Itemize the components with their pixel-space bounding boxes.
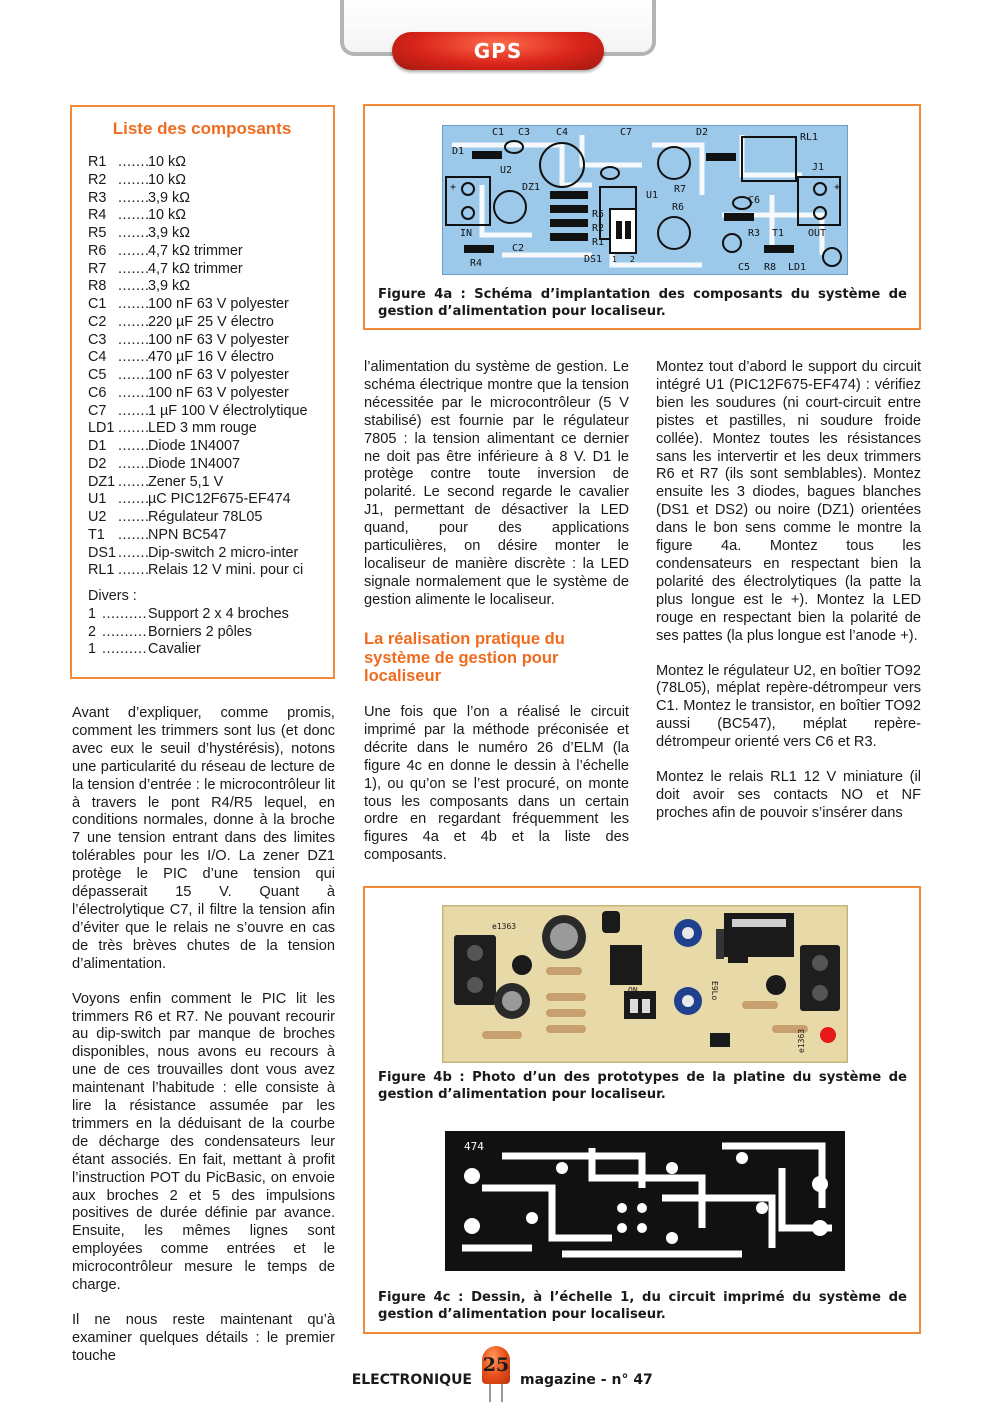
parts-list-row <box>88 172 328 190</box>
board-mark: E9Lo <box>710 981 719 1001</box>
part-ref: R2 ..... <box>88 172 148 190</box>
paragraph: Montez tout d’abord le support du circuit intégré U1 (PIC12F675-EF474) : vérifiez bien les soudures (ni court-circuit entre pistes et pastilles, ni soudure froide collée). Montez toutes les résistances sans les intervertir et les deux trimmers R6 et R7 (ils sont semblables). Montez ensuite les 3 diodes, bagues blanches (DS1 et DS2) ou noire (DZ1) orientées dans le bon sens comme le montre la figure 4a. Montez tous les condensateurs en respectant bien la polarité des électrolytiques (la patte la plus longue est le +). Montez la LED rouge en respectant bien la polarité de ses pattes (la plus longue est l’anode +). <box>656 359 921 644</box>
parts-list-row <box>88 474 328 492</box>
pcb-label-c7: C7 <box>620 127 633 138</box>
parts-list-row <box>88 332 328 350</box>
part-value: Régulateur 78L05 <box>148 509 263 525</box>
part-ref: C6 ..... <box>88 385 148 403</box>
pcb-label-r5: R5 <box>592 209 605 220</box>
pcb-label-r4: R4 <box>470 258 483 269</box>
middle-column-text-bottom <box>364 704 629 882</box>
misc-value: Borniers 2 pôles <box>148 623 252 640</box>
paragraph: Montez le relais RL1 12 V miniature (il doit avoir ses contacts NO et NF proches afin de pouvoir s’insérer dans <box>656 769 921 821</box>
misc-qty: 1 ..... <box>88 606 148 624</box>
parts-list-row <box>88 207 328 225</box>
parts-list-row <box>88 545 328 563</box>
right-column-text <box>656 359 921 840</box>
parts-list-row <box>88 190 328 208</box>
pcb-label-ds1-pin2: 2 <box>630 255 635 264</box>
page-number-led: 25 <box>482 1346 510 1384</box>
board-mark: e1363 <box>797 1028 806 1053</box>
pcb-label-ds1-pin1: 1 <box>612 255 617 264</box>
part-value: 4,7 kΩ trimmer <box>148 260 243 277</box>
part-ref: C4 ..... <box>88 349 148 367</box>
parts-list-row <box>88 403 328 421</box>
parts-list-row <box>88 438 328 456</box>
middle-column-text-top <box>364 359 629 627</box>
figure-4b-caption: Figure 4b : Photo d’un des prototypes de la platine du système de gestion d’alimentation pour localiseur. <box>378 1070 907 1102</box>
part-value: 220 µF 25 V électro <box>148 313 274 330</box>
part-value: 10 kΩ <box>148 207 186 224</box>
parts-list-row <box>88 349 328 367</box>
part-ref: R1 ..... <box>88 154 148 172</box>
part-value: Diode 1N4007 <box>148 455 241 472</box>
pcb-label-c6: C6 <box>748 195 761 206</box>
parts-list-row <box>88 225 328 243</box>
part-ref: DZ1 ..... <box>88 474 148 492</box>
pcb-label-dz1: DZ1 <box>522 182 541 193</box>
part-ref: R7 ..... <box>88 261 148 279</box>
part-value: Diode 1N4007 <box>148 438 241 454</box>
board-mark: ON <box>628 986 638 995</box>
part-ref: DS1 ..... <box>88 545 148 563</box>
parts-list-row <box>88 562 328 580</box>
pcb-label-ld1: LD1 <box>788 262 807 273</box>
pcb-label-in: IN <box>460 228 473 239</box>
parts-list-row <box>88 385 328 403</box>
misc-list-row <box>88 624 328 642</box>
parts-list-row <box>88 527 328 545</box>
part-value: 10 kΩ <box>148 154 186 170</box>
parts-list-row <box>88 420 328 438</box>
part-value: LED 3 mm rouge <box>148 420 257 437</box>
section-heading: La réalisation pratique du système de gestion pour localiseur <box>364 630 565 685</box>
part-ref: R3 ..... <box>88 190 148 208</box>
part-ref: C5 ..... <box>88 367 148 385</box>
pcb-label-c2: C2 <box>512 243 525 254</box>
part-ref: R8 ..... <box>88 278 148 296</box>
part-ref: R6 ..... <box>88 243 148 261</box>
part-value: 470 µF 16 V électro <box>148 349 274 366</box>
pcb-label-u2: U2 <box>500 165 513 176</box>
pcb-label-r2: R2 <box>592 223 605 234</box>
part-ref: LD1 ..... <box>88 420 148 438</box>
parts-list-row <box>88 261 328 279</box>
pcb-mark: 474 <box>464 1140 484 1153</box>
part-value: Zener 5,1 V <box>148 473 224 490</box>
figure-4a-component-layout <box>442 125 848 275</box>
part-value: 100 nF 63 V polyester <box>148 367 289 383</box>
led-leg <box>489 1384 491 1402</box>
part-ref: U1 ..... <box>88 491 148 509</box>
misc-value: Support 2 x 4 broches <box>148 605 289 622</box>
part-ref: C2 ..... <box>88 314 148 332</box>
part-value: µC PIC12F675-EF474 <box>148 491 291 508</box>
pcb-label-out: OUT <box>808 228 827 239</box>
pcb-label-t1: T1 <box>772 228 785 239</box>
part-ref: RL1 ..... <box>88 562 148 580</box>
part-ref: R5 ..... <box>88 225 148 243</box>
pcb-label-c1: C1 <box>492 127 505 138</box>
figure-4c-copper-layout <box>442 1128 848 1274</box>
part-value: NPN BC547 <box>148 526 227 543</box>
figure-4b-board-photo <box>442 905 848 1063</box>
parts-list-row <box>88 243 328 261</box>
parts-list <box>88 154 328 659</box>
part-ref: D2 ..... <box>88 456 148 474</box>
misc-value: Cavalier <box>148 641 201 658</box>
parts-list-row <box>88 456 328 474</box>
misc-qty: 1 ..... <box>88 641 148 659</box>
parts-list-row <box>88 367 328 385</box>
part-value: Dip-switch 2 micro-inter <box>148 544 299 561</box>
part-ref: C3 ..... <box>88 332 148 350</box>
pcb-label-r6: R6 <box>672 202 685 213</box>
part-value: Relais 12 V mini. pour ci <box>148 562 304 579</box>
parts-list-row <box>88 509 328 527</box>
paragraph: Une fois que l’on a réalisé le circuit imprimé par la méthode préconisée et décrite dans le numéro 26 d’ELM (la figure 4c en donne le dessin à l’échelle 1), ou qu’on se l’est procuré, on monte tous les composants dans un certain ordre en regardant fréquemment les figures 4a et 4b et la liste des composants. <box>364 704 629 864</box>
parts-list-row <box>88 314 328 332</box>
pcb-label-plus-out: + <box>834 182 841 193</box>
part-ref: U2 ..... <box>88 509 148 527</box>
part-value: 100 nF 63 V polyester <box>148 331 289 348</box>
led-leg <box>501 1384 503 1402</box>
pcb-label-rl1: RL1 <box>800 132 819 143</box>
pcb-label-d2: D2 <box>696 127 709 138</box>
part-ref: C7 ..... <box>88 403 148 421</box>
pcb-layout-drawing <box>442 125 848 275</box>
left-column-text <box>72 705 335 1383</box>
part-value: 3,9 kΩ <box>148 225 190 241</box>
magazine-name-right: magazine - n° 47 <box>520 1372 653 1388</box>
part-ref: C1 ..... <box>88 296 148 314</box>
figure-4c-caption: Figure 4c : Dessin, à l’échelle 1, du circuit imprimé du système de gestion d’alimentation pour localiseur. <box>378 1290 907 1322</box>
paragraph: Il ne nous reste maintenant qu’à examiner quelques détails : le premier touche <box>72 1312 335 1364</box>
parts-list-row <box>88 278 328 296</box>
paragraph: Avant d’expliquer, comme promis, comment les trimmers sont lus (et donc avec eux le seuil d’hystérésis), notons une particularité du réseau de lecture de la tension d’entrée : le microcontrôleur lit à travers le pont R4/R5 lequel, en conditions normales, donne à la broche 7 une tension entrant dans des limites tolérables pour les I/O. La zener DZ1 protège le PIC d’une tension qui dépasserait 15 V. Quant à l’électrolytique C7, il filtre la tension afin d’éviter que le relais ne s’ouvre en cas de très brèves chutes de la tension d’alimentation. <box>72 705 335 972</box>
paragraph: l’alimentation du système de gestion. Le schéma électrique montre que la tension nécessitée par le microcontrôleur (5 V stabilisé) est fournie par le régulateur 7805 : la tension alimentant ce dernier ne doit pas être inférieure à 8 V. D1 le protège contre toute inversion de polarité. Le second regarde le cavalier J1, permettant de désactiver la LED quand, pour des applications particulières, on désire monter le localiseur de manière discrète : la LED signale normalement que le système de gestion alimente le localiseur. <box>364 359 629 608</box>
part-value: 3,9 kΩ <box>148 278 190 295</box>
misc-qty: 2 ..... <box>88 624 148 642</box>
pcb-label-d1: D1 <box>452 146 465 157</box>
part-value: 10 kΩ <box>148 171 186 188</box>
pcb-label-ds1: DS1 <box>584 254 603 265</box>
part-value: 100 nF 63 V polyester <box>148 384 289 401</box>
paragraph: Montez le régulateur U2, en boîtier TO92 (78L05), méplat repère-détrompeur vers C1. Montez le transistor, en boîtier TO92 aussi (BC547), méplat repère-détrompeur orienté vers C6 et R3. <box>656 662 921 751</box>
pcb-label-c5: C5 <box>738 262 751 273</box>
parts-list-row <box>88 296 328 314</box>
part-value: 3,9 kΩ <box>148 189 190 206</box>
part-value: 100 nF 63 V polyester <box>148 296 289 312</box>
pcb-label-plus-in: + <box>450 182 457 193</box>
magazine-name-left: ELECTRONIQUE <box>351 1372 472 1388</box>
misc-list-row <box>88 641 328 659</box>
part-ref: D1 ..... <box>88 438 148 456</box>
pcb-label-j1: J1 <box>812 162 825 173</box>
part-value: 4,7 kΩ trimmer <box>148 242 243 259</box>
parts-list-row <box>88 154 328 172</box>
pcb-label-r3: R3 <box>748 228 761 239</box>
figure-4a-caption: Figure 4a : Schéma d’implantation des composants du système de gestion d’alimentation pour localiseur. <box>378 287 907 319</box>
paragraph: Voyons enfin comment le PIC lit les trimmers R6 et R7. Ne pouvant recourir au dip-switch par manque de broches disponibles, nous avons eu recours à une de ces trouvailles dont vous avez maintenant l’habitude : elle consiste à lire la résistance assumée par les trimmers en la déduisant de la courbe de décharge des condensateurs leur étant associés. En fait, mettant à profit l’instruction POT du PicBasic, on envoie aux broches 2 et 5 des impulsions positives de durée définie par avance. Ensuite, les mêmes lignes sont employées comme entrées et le microcontrôleur mesure le temps de charge. <box>72 990 335 1294</box>
part-value: 1 µF 100 V électrolytique <box>148 402 308 419</box>
section-label: GPS <box>392 32 604 70</box>
misc-list-row <box>88 606 328 624</box>
parts-list-row <box>88 491 328 509</box>
pcb-label-r1: R1 <box>592 237 605 248</box>
pcb-label-c4: C4 <box>556 127 569 138</box>
parts-list-title: Liste des composants <box>112 119 292 138</box>
pcb-label-u1: U1 <box>646 190 659 201</box>
part-ref: T1 ..... <box>88 527 148 545</box>
pcb-label-c3: C3 <box>518 127 531 138</box>
board-mark: e1363 <box>492 922 517 931</box>
pcb-label-r7: R7 <box>674 184 687 195</box>
pcb-label-r8: R8 <box>764 262 777 273</box>
part-ref: R4 ..... <box>88 207 148 225</box>
misc-title: Divers : <box>88 588 137 604</box>
